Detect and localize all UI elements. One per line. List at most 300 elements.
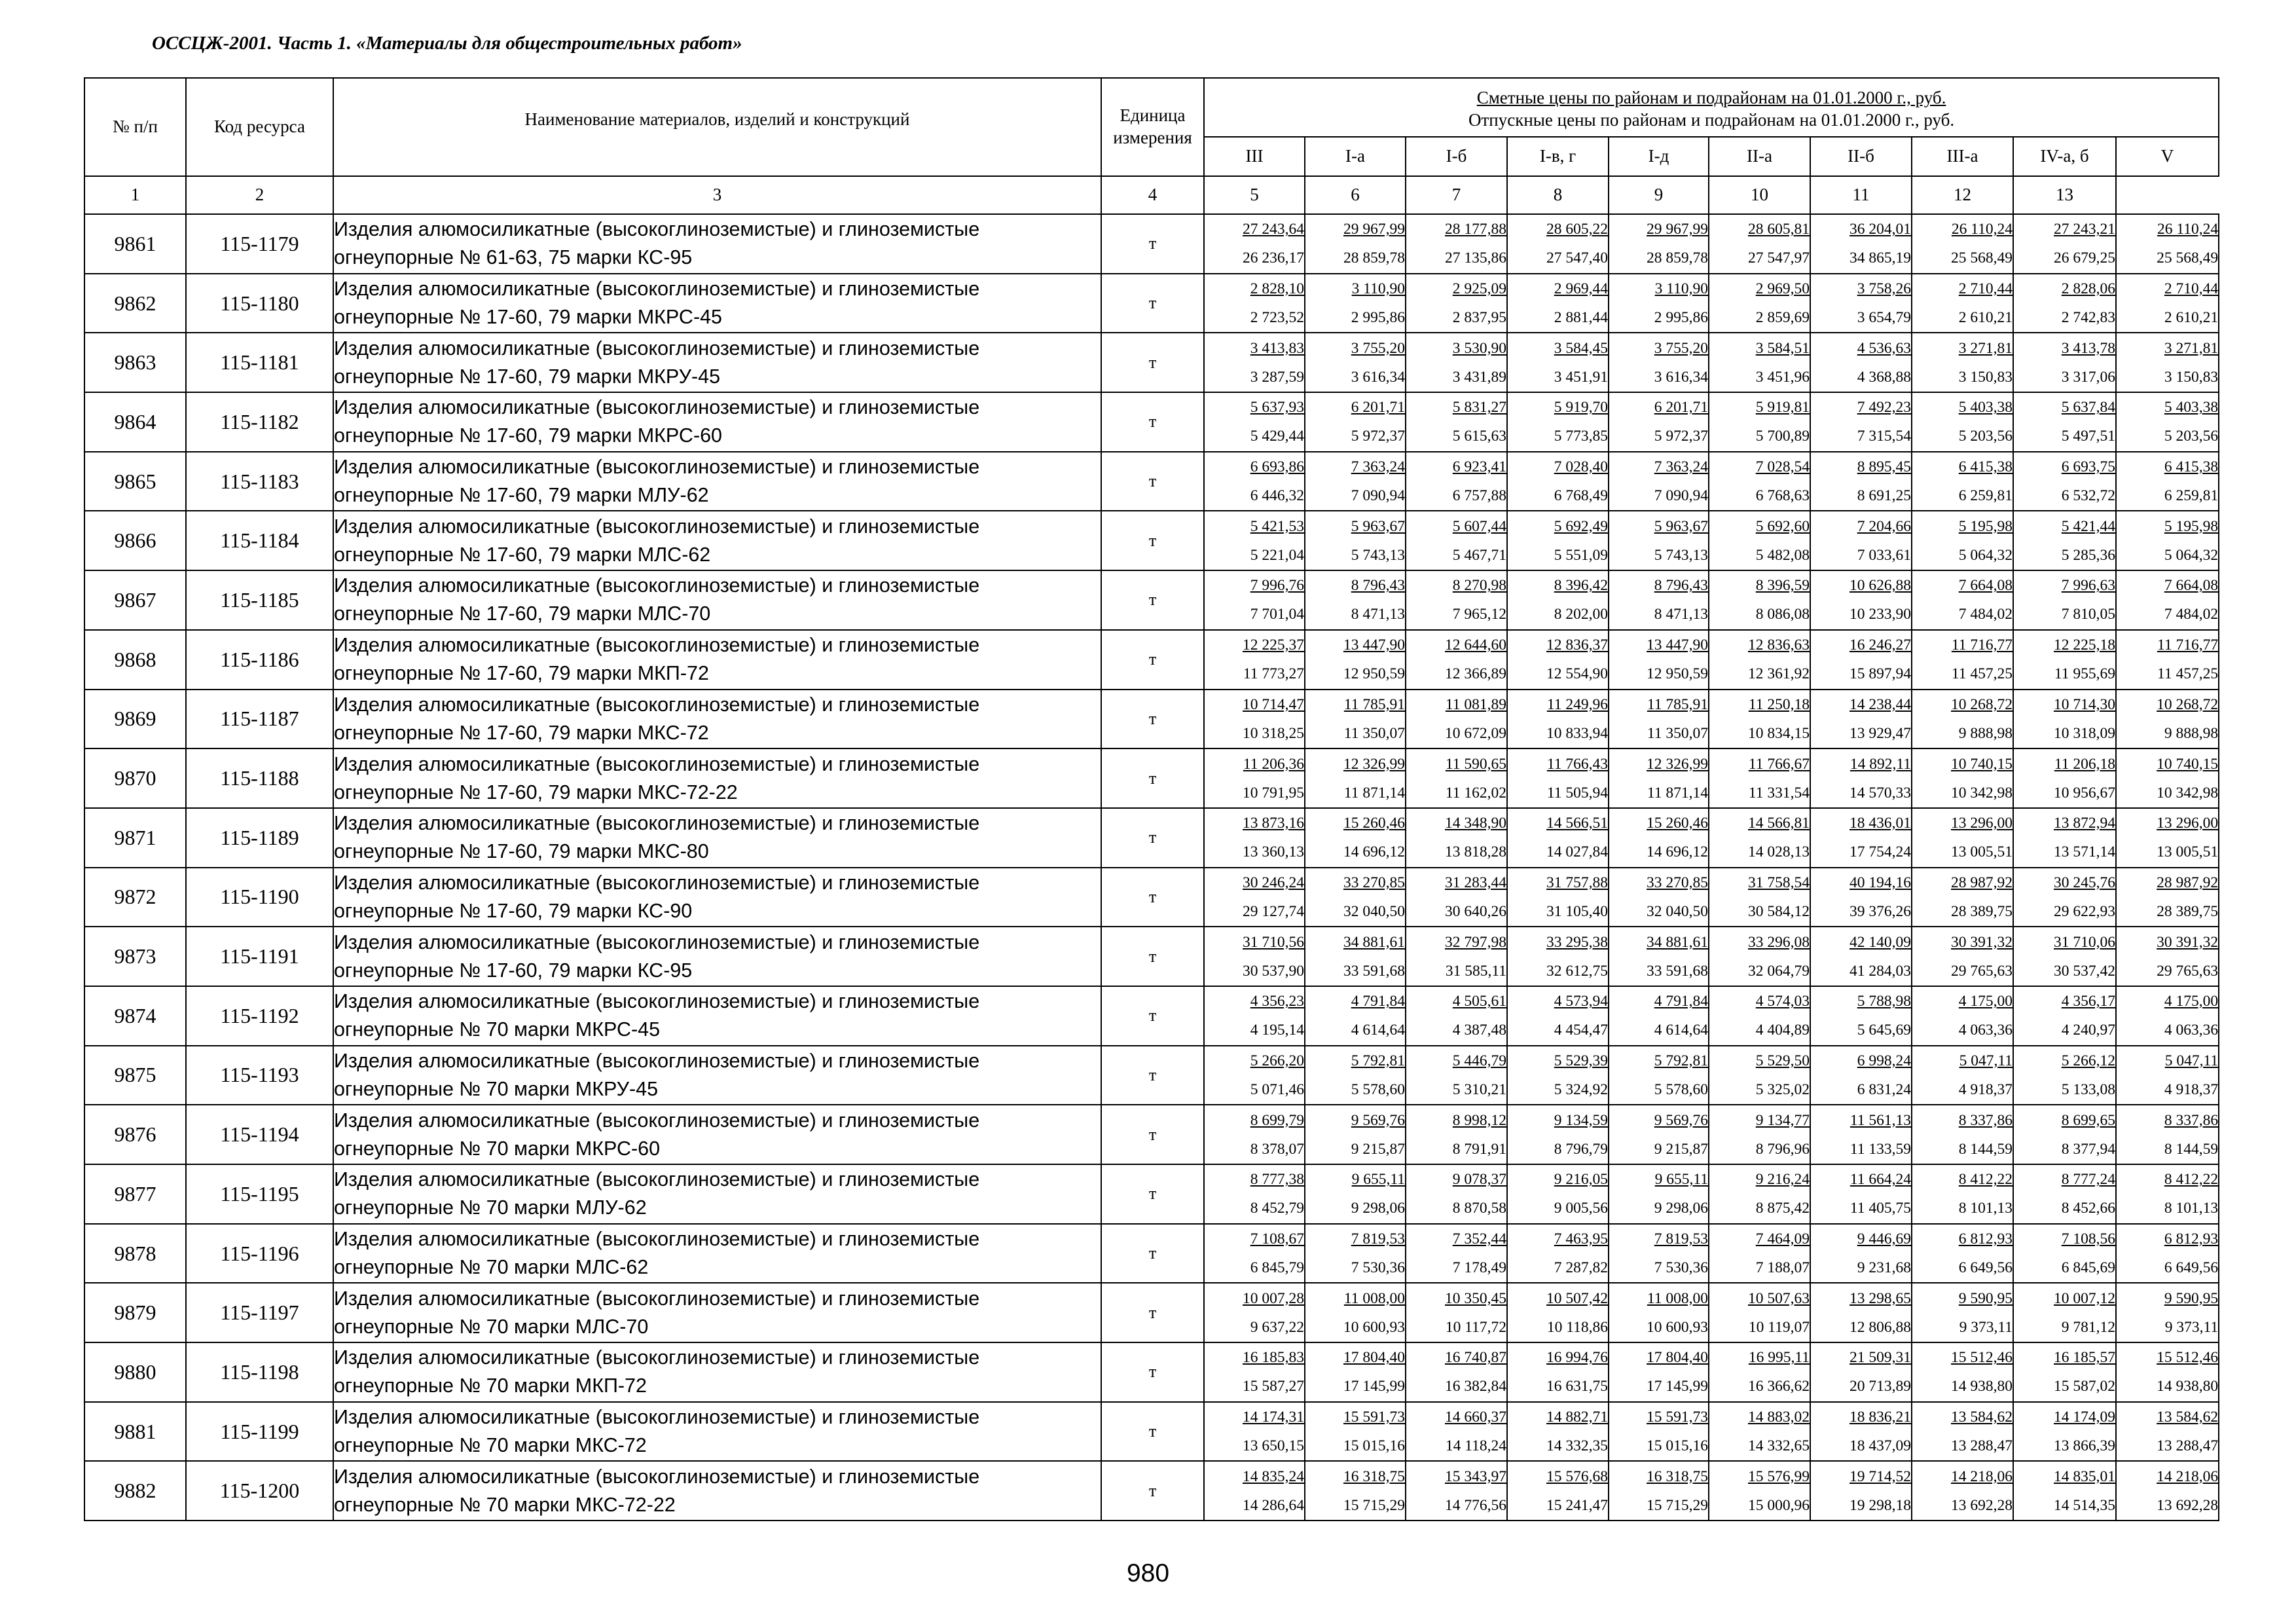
header-name: Наименование материалов, изделий и конструкций — [333, 78, 1101, 176]
release-price: 9 231,68 — [1857, 1259, 1911, 1277]
estimate-price: 3 530,90 — [1452, 339, 1506, 357]
table-row — [84, 1164, 2219, 1224]
price-cell — [1507, 1461, 1609, 1521]
estimate-price: 8 699,79 — [1250, 1111, 1304, 1129]
estimate-price: 4 573,94 — [1554, 993, 1608, 1010]
release-price: 25 568,49 — [1951, 249, 2013, 267]
release-price: 10 118,86 — [1546, 1318, 1608, 1336]
release-price: 11 162,02 — [1445, 784, 1506, 802]
release-price: 8 870,58 — [1452, 1200, 1506, 1217]
price-cell — [1204, 570, 1305, 630]
price-cell — [2116, 690, 2219, 749]
estimate-price: 14 218,06 — [2157, 1467, 2219, 1485]
price-cell — [1609, 392, 1709, 452]
material-name-line-1: Изделия алюмосиликатные (высокоглиноземистые) и глиноземистые — [334, 634, 980, 657]
release-price: 5 743,13 — [1654, 546, 1708, 564]
price-cell — [1507, 1402, 1609, 1462]
row-number: 9870 — [84, 748, 186, 808]
column-number: 5 — [1204, 176, 1305, 214]
unit-of-measure: т — [1101, 927, 1204, 986]
price-cell — [1406, 452, 1507, 511]
release-price: 5 071,46 — [1250, 1080, 1304, 1098]
header-code: Код ресурса — [186, 78, 333, 176]
price-cell — [1507, 808, 1609, 868]
release-price: 3 431,89 — [1452, 368, 1506, 386]
release-price: 8 875,42 — [1755, 1200, 1810, 1217]
release-price: 5 972,37 — [1654, 428, 1708, 445]
estimate-price: 10 507,63 — [1748, 1289, 1810, 1307]
release-price: 11 955,69 — [2054, 665, 2115, 683]
estimate-price: 4 356,23 — [1250, 993, 1304, 1010]
row-number: 9877 — [84, 1164, 186, 1224]
release-price: 14 776,56 — [1445, 1496, 1506, 1514]
estimate-price: 5 637,93 — [1250, 399, 1304, 416]
unit-of-measure: т — [1101, 1342, 1204, 1402]
material-name-line-2: огнеупорные № 17-60, 79 марки КС-90 — [334, 899, 693, 922]
estimate-price: 8 396,42 — [1554, 577, 1608, 595]
price-cell — [1709, 986, 1810, 1046]
release-price: 10 672,09 — [1445, 724, 1506, 742]
estimate-price: 11 766,43 — [1546, 755, 1608, 773]
price-cell — [2013, 1402, 2116, 1462]
release-price: 2 742,83 — [2061, 309, 2115, 327]
estimate-price: 5 047,11 — [1959, 1052, 2013, 1069]
estimate-price: 6 201,71 — [1351, 399, 1405, 416]
release-price: 10 833,94 — [1546, 724, 1608, 742]
release-price: 31 585,11 — [1445, 962, 1506, 980]
material-name-line-2: огнеупорные № 17-60, 79 марки КС-95 — [334, 959, 693, 982]
resource-code: 115-1199 — [186, 1402, 333, 1462]
region-header: I-б — [1406, 137, 1507, 176]
price-cell — [1406, 1283, 1507, 1342]
price-cell — [2013, 868, 2116, 927]
price-cell — [1609, 690, 1709, 749]
estimate-price: 5 266,12 — [2061, 1052, 2115, 1069]
release-price: 8 796,79 — [1554, 1140, 1608, 1158]
estimate-price: 3 755,20 — [1654, 339, 1708, 357]
table-row — [84, 570, 2219, 630]
release-price: 9 888,98 — [1958, 724, 2013, 742]
estimate-price: 4 505,61 — [1452, 993, 1506, 1010]
unit-of-measure: т — [1101, 452, 1204, 511]
release-price: 15 015,16 — [1647, 1437, 1708, 1455]
column-number: 10 — [1709, 176, 1810, 214]
price-cell — [1204, 808, 1305, 868]
estimate-price: 5 529,39 — [1554, 1052, 1608, 1069]
release-price: 5 972,37 — [1351, 428, 1405, 445]
release-price: 17 145,99 — [1343, 1378, 1405, 1395]
estimate-price: 9 446,69 — [1857, 1230, 1911, 1248]
material-name — [333, 1224, 1101, 1283]
material-name-line-2: огнеупорные № 70 марки МКРУ-45 — [334, 1077, 659, 1100]
estimate-price: 5 919,70 — [1554, 399, 1608, 416]
price-cell — [1810, 452, 1912, 511]
release-price: 14 027,84 — [1546, 843, 1608, 861]
material-name — [333, 630, 1101, 690]
region-header: II-б — [1810, 137, 1912, 176]
row-number: 9866 — [84, 511, 186, 570]
price-cell — [1912, 630, 2013, 690]
price-cell — [1709, 868, 1810, 927]
release-price: 2 995,86 — [1654, 309, 1708, 327]
estimate-price: 27 243,21 — [2054, 221, 2115, 238]
estimate-price: 5 421,44 — [2061, 517, 2115, 535]
price-cell — [1912, 808, 2013, 868]
estimate-price: 7 464,09 — [1755, 1230, 1810, 1248]
estimate-price: 11 206,36 — [1243, 755, 1304, 773]
estimate-price: 12 836,63 — [1748, 637, 1810, 654]
estimate-price: 5 421,53 — [1250, 517, 1304, 535]
estimate-price: 15 512,46 — [2157, 1349, 2219, 1367]
material-name — [333, 274, 1101, 333]
unit-of-measure: т — [1101, 511, 1204, 570]
material-name — [333, 570, 1101, 630]
release-price: 8 101,13 — [1958, 1200, 2013, 1217]
row-number: 9871 — [84, 808, 186, 868]
estimate-price: 10 007,28 — [1243, 1289, 1304, 1307]
price-cell — [2116, 333, 2219, 392]
release-price: 10 318,25 — [1243, 724, 1304, 742]
release-price: 4 454,47 — [1554, 1022, 1608, 1039]
estimate-price: 9 134,77 — [1755, 1111, 1810, 1129]
release-price: 7 178,49 — [1452, 1259, 1506, 1277]
estimate-price: 30 391,32 — [2157, 933, 2219, 951]
unit-of-measure: т — [1101, 808, 1204, 868]
price-cell — [1912, 748, 2013, 808]
estimate-price: 3 271,81 — [1958, 339, 2013, 357]
estimate-price: 3 584,45 — [1554, 339, 1608, 357]
release-price: 11 457,25 — [2157, 665, 2219, 683]
release-price: 2 723,52 — [1250, 309, 1304, 327]
price-cell — [1305, 1283, 1406, 1342]
release-price: 14 938,80 — [1951, 1378, 2013, 1395]
estimate-price: 11 716,77 — [2157, 637, 2219, 654]
release-price: 8 452,79 — [1250, 1200, 1304, 1217]
resource-code: 115-1183 — [186, 452, 333, 511]
estimate-price: 28 987,92 — [1951, 874, 2013, 891]
release-price: 2 995,86 — [1351, 309, 1405, 327]
price-cell — [1507, 274, 1609, 333]
release-price: 5 578,60 — [1351, 1080, 1405, 1098]
release-price: 14 696,12 — [1647, 843, 1708, 861]
price-cell — [1406, 274, 1507, 333]
material-name-line-2: огнеупорные № 70 марки МКРС-45 — [334, 1018, 661, 1041]
price-cell — [1406, 748, 1507, 808]
row-number: 9869 — [84, 690, 186, 749]
price-cell — [2116, 274, 2219, 333]
column-number: 7 — [1406, 176, 1507, 214]
price-cell — [1507, 392, 1609, 452]
release-price: 13 360,13 — [1243, 843, 1304, 861]
estimate-price: 8 796,43 — [1654, 577, 1708, 595]
release-price: 5 482,08 — [1755, 546, 1810, 564]
release-price: 15 897,94 — [1850, 665, 1911, 683]
release-price: 10 956,67 — [2054, 784, 2115, 802]
material-name — [333, 808, 1101, 868]
estimate-price: 31 710,56 — [1243, 933, 1304, 951]
release-price: 8 796,96 — [1755, 1140, 1810, 1158]
estimate-price: 5 266,20 — [1250, 1052, 1304, 1069]
price-cell — [1810, 927, 1912, 986]
price-cell — [1204, 1164, 1305, 1224]
price-cell — [2116, 748, 2219, 808]
price-cell — [2116, 570, 2219, 630]
estimate-price: 30 391,32 — [1951, 933, 2013, 951]
price-table — [84, 77, 2219, 1521]
estimate-price: 36 204,01 — [1850, 221, 1911, 238]
price-cell — [1912, 868, 2013, 927]
release-price: 7 287,82 — [1554, 1259, 1608, 1277]
release-price: 10 342,98 — [2157, 784, 2219, 802]
release-price: 9 215,87 — [1654, 1140, 1708, 1158]
release-price: 6 259,81 — [1958, 487, 2013, 505]
estimate-price: 10 268,72 — [1951, 695, 2013, 713]
region-header: III — [1204, 137, 1305, 176]
price-cell — [2013, 511, 2116, 570]
release-price: 13 571,14 — [2054, 843, 2115, 861]
release-price: 13 650,15 — [1243, 1437, 1304, 1455]
estimate-price: 7 664,08 — [2164, 577, 2219, 595]
resource-code: 115-1180 — [186, 274, 333, 333]
material-name-line-1: Изделия алюмосиликатные (высокоглиноземистые) и глиноземистые — [334, 515, 980, 538]
price-cell — [1507, 214, 1609, 274]
release-price: 5 578,60 — [1654, 1080, 1708, 1098]
release-price: 2 610,21 — [2164, 309, 2219, 327]
release-price: 7 090,94 — [1351, 487, 1405, 505]
price-cell — [1204, 986, 1305, 1046]
table-row — [84, 1283, 2219, 1342]
material-name-line-1: Изделия алюмосиликатные (высокоглиноземистые) и глиноземистые — [334, 337, 980, 360]
price-cell — [2013, 452, 2116, 511]
price-cell — [1204, 1461, 1305, 1521]
release-price: 12 950,59 — [1647, 665, 1708, 683]
release-price: 9 005,56 — [1554, 1200, 1608, 1217]
price-cell — [1507, 690, 1609, 749]
estimate-price: 7 028,54 — [1755, 458, 1810, 476]
release-price: 9 373,11 — [1959, 1318, 2013, 1336]
resource-code: 115-1188 — [186, 748, 333, 808]
price-cell — [1912, 274, 2013, 333]
table-row — [84, 392, 2219, 452]
resource-code: 115-1185 — [186, 570, 333, 630]
release-price: 7 530,36 — [1351, 1259, 1405, 1277]
row-number: 9874 — [84, 986, 186, 1046]
release-price: 15 587,02 — [2054, 1378, 2115, 1395]
estimate-price: 5 831,27 — [1452, 399, 1506, 416]
material-name — [333, 1283, 1101, 1342]
release-price: 10 117,72 — [1445, 1318, 1506, 1336]
estimate-price: 7 108,67 — [1250, 1230, 1304, 1248]
release-price: 19 298,18 — [1850, 1496, 1911, 1514]
material-name-line-2: огнеупорные № 17-60, 79 марки МКП-72 — [334, 662, 709, 685]
release-price: 3 654,79 — [1857, 309, 1911, 327]
estimate-price: 8 777,38 — [1250, 1171, 1304, 1189]
estimate-price: 6 998,24 — [1857, 1052, 1911, 1069]
estimate-price: 9 655,11 — [1351, 1171, 1405, 1189]
price-cell — [1406, 927, 1507, 986]
release-price: 10 342,98 — [1951, 784, 2013, 802]
estimate-price: 13 873,16 — [1243, 815, 1304, 832]
release-price: 5 325,02 — [1755, 1080, 1810, 1098]
release-price: 8 471,13 — [1654, 606, 1708, 623]
estimate-price: 14 892,11 — [1850, 755, 1911, 773]
estimate-price: 8 796,43 — [1351, 577, 1405, 595]
price-cell — [2116, 1046, 2219, 1105]
material-name-line-2: огнеупорные № 61-63, 75 марки КС-95 — [334, 246, 693, 269]
estimate-price: 2 969,50 — [1755, 280, 1810, 298]
price-cell — [1204, 927, 1305, 986]
material-name-line-2: огнеупорные № 70 марки МЛС-62 — [334, 1256, 649, 1279]
resource-code: 115-1200 — [186, 1461, 333, 1521]
price-cell — [1912, 452, 2013, 511]
estimate-price: 11 081,89 — [1445, 695, 1506, 713]
row-number: 9868 — [84, 630, 186, 690]
header-unit: Единица измерения — [1101, 78, 1204, 176]
row-number: 9864 — [84, 392, 186, 452]
region-header: II-а — [1709, 137, 1810, 176]
release-price: 17 145,99 — [1647, 1378, 1708, 1395]
material-name-line-2: огнеупорные № 70 марки МЛС-70 — [334, 1315, 649, 1338]
release-price: 32 040,50 — [1647, 902, 1708, 920]
estimate-price: 15 512,46 — [1951, 1349, 2013, 1367]
price-cell — [1507, 986, 1609, 1046]
estimate-price: 5 529,50 — [1755, 1052, 1810, 1069]
release-price: 4 240,97 — [2061, 1022, 2115, 1039]
price-cell — [1406, 1342, 1507, 1402]
price-cell — [1609, 214, 1709, 274]
price-cell — [2013, 927, 2116, 986]
price-cell — [1912, 511, 2013, 570]
resource-code: 115-1194 — [186, 1105, 333, 1164]
column-number: 1 — [84, 176, 186, 214]
estimate-price: 9 134,59 — [1554, 1111, 1608, 1129]
price-cell — [1609, 986, 1709, 1046]
price-cell — [1406, 690, 1507, 749]
price-cell — [1609, 452, 1709, 511]
release-price: 12 950,59 — [1343, 665, 1405, 683]
price-cell — [1305, 1342, 1406, 1402]
release-price: 20 713,89 — [1850, 1378, 1911, 1395]
table-row — [84, 630, 2219, 690]
release-price: 10 119,07 — [1748, 1318, 1810, 1336]
price-cell — [1305, 927, 1406, 986]
price-cell — [2013, 748, 2116, 808]
price-cell — [1305, 214, 1406, 274]
price-cell — [1406, 214, 1507, 274]
release-price: 11 331,54 — [1748, 784, 1810, 802]
column-number: 12 — [1912, 176, 2013, 214]
estimate-price: 3 271,81 — [2164, 339, 2219, 357]
price-cell — [2116, 452, 2219, 511]
page-number: 980 — [1126, 1559, 1170, 1587]
release-price: 4 614,64 — [1654, 1022, 1708, 1039]
price-cell — [2013, 1283, 2116, 1342]
release-price: 4 918,37 — [1958, 1080, 2013, 1098]
estimate-price: 29 967,99 — [1343, 221, 1405, 238]
estimate-price: 11 008,00 — [1647, 1289, 1708, 1307]
release-price: 5 700,89 — [1755, 428, 1810, 445]
price-cell — [1810, 1105, 1912, 1164]
estimate-price: 5 692,49 — [1554, 517, 1608, 535]
release-price: 8 691,25 — [1857, 487, 1911, 505]
region-header: I-д — [1609, 137, 1709, 176]
estimate-price: 8 412,22 — [2164, 1171, 2219, 1189]
release-price: 14 118,24 — [1445, 1437, 1506, 1455]
release-price: 13 005,51 — [2157, 843, 2219, 861]
price-cell — [1305, 1461, 1406, 1521]
release-price: 3 150,83 — [1958, 368, 2013, 386]
estimate-price: 14 660,37 — [1445, 1409, 1506, 1426]
price-cell — [1406, 1105, 1507, 1164]
price-cell — [1507, 570, 1609, 630]
price-cell — [1609, 1342, 1709, 1402]
estimate-price: 9 590,95 — [2164, 1289, 2219, 1307]
release-price: 6 757,88 — [1452, 487, 1506, 505]
release-price: 31 105,40 — [1546, 902, 1608, 920]
release-price: 27 547,97 — [1748, 249, 1810, 267]
release-price: 10 233,90 — [1850, 606, 1911, 623]
release-price: 6 768,49 — [1554, 487, 1608, 505]
release-price: 25 568,49 — [2157, 249, 2219, 267]
column-number: 9 — [1609, 176, 1709, 214]
estimate-price: 3 755,20 — [1351, 339, 1405, 357]
material-name — [333, 1046, 1101, 1105]
material-name-line-2: огнеупорные № 17-60, 79 марки МЛС-62 — [334, 543, 711, 566]
price-cell — [2116, 1105, 2219, 1164]
estimate-price: 4 356,17 — [2061, 993, 2115, 1010]
price-cell — [1912, 1105, 2013, 1164]
price-cell — [1204, 511, 1305, 570]
estimate-price: 12 326,99 — [1343, 755, 1405, 773]
material-name — [333, 1461, 1101, 1521]
price-cell — [1406, 1164, 1507, 1224]
estimate-price: 8 699,65 — [2061, 1111, 2115, 1129]
release-price: 15 241,47 — [1546, 1496, 1608, 1514]
price-cell — [1305, 392, 1406, 452]
estimate-price: 16 740,87 — [1445, 1349, 1506, 1367]
estimate-price: 6 201,71 — [1654, 399, 1708, 416]
price-cell — [1305, 1402, 1406, 1462]
unit-of-measure: т — [1101, 214, 1204, 274]
release-price: 27 135,86 — [1445, 249, 1506, 267]
release-price: 8 791,91 — [1452, 1140, 1506, 1158]
price-cell — [2013, 1342, 2116, 1402]
estimate-price: 5 607,44 — [1452, 517, 1506, 535]
release-price: 3 150,83 — [2164, 368, 2219, 386]
material-name-line-1: Изделия алюмосиликатные (высокоглиноземистые) и глиноземистые — [334, 1109, 980, 1132]
price-cell — [1709, 1105, 1810, 1164]
release-price: 18 437,09 — [1850, 1437, 1911, 1455]
release-price: 4 387,48 — [1452, 1022, 1506, 1039]
release-price: 8 471,13 — [1351, 606, 1405, 623]
release-price: 14 286,64 — [1243, 1496, 1304, 1514]
column-number: 2 — [186, 176, 333, 214]
estimate-price: 10 007,12 — [2054, 1289, 2115, 1307]
material-name-line-1: Изделия алюмосиликатные (высокоглиноземистые) и глиноземистые — [334, 812, 980, 835]
estimate-price: 28 605,22 — [1546, 221, 1608, 238]
release-price: 30 584,12 — [1748, 902, 1810, 920]
price-cell — [1204, 1283, 1305, 1342]
price-cell — [1810, 986, 1912, 1046]
price-cell — [1204, 690, 1305, 749]
release-price: 13 692,28 — [1951, 1496, 2013, 1514]
release-price: 8 378,07 — [1250, 1140, 1304, 1158]
estimate-price: 16 318,75 — [1647, 1467, 1708, 1485]
price-cell — [1204, 1402, 1305, 1462]
column-number: 11 — [1810, 176, 1912, 214]
release-price: 3 616,34 — [1654, 368, 1708, 386]
estimate-price: 13 584,62 — [2157, 1409, 2219, 1426]
